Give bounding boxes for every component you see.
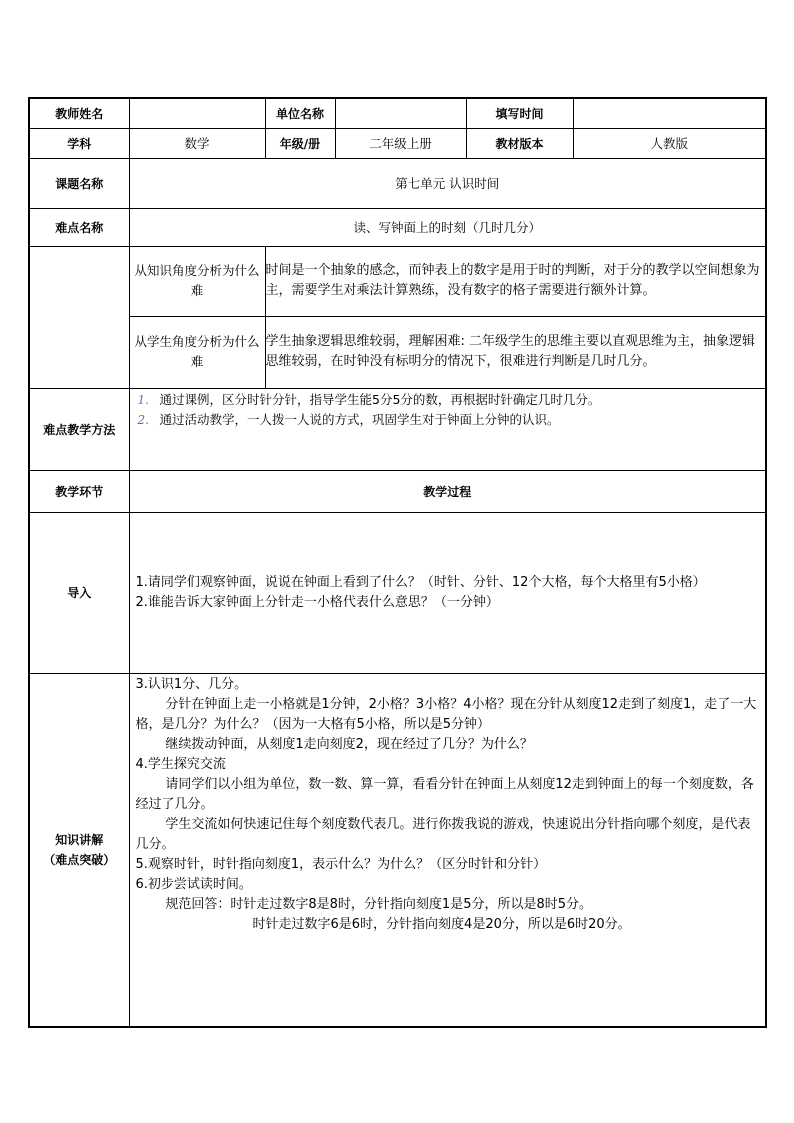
process-section-value: 教学过程 — [129, 470, 766, 512]
unit-value — [335, 98, 466, 128]
knowledge-content — [129, 673, 766, 1027]
method-label: 难点教学方法 — [29, 388, 129, 470]
teacher-label: 教师姓名 — [29, 98, 129, 128]
intro-step: 1.请同学们观察钟面，说说在钟面上看到了什么？（时针、分针、12个大格，每个大格里有5小格） — [135, 574, 706, 590]
row-method — [29, 388, 766, 470]
grade-value: 二年级上册 — [335, 128, 466, 158]
method-item-number: 2. — [137, 412, 149, 427]
intro-content — [129, 512, 766, 673]
date-value — [573, 98, 766, 128]
analysis-blank-cell — [29, 246, 129, 388]
knowledge-analysis-text: 时间是一个抽象的感念，而钟表上的数字是用于时的判断，对于分的教学以空间想象为主，需要学生对乘法计算熟练，没有数字的格子需要进行额外计算。 — [265, 246, 766, 316]
method-item — [130, 390, 766, 410]
knowledge-label-line: 知识讲解 — [55, 832, 104, 847]
method-item-text: 通过课例，区分时针分针，指导学生能5分5分的数，再根据时针确定几时几分。 — [159, 391, 601, 407]
method-item-number: 1. — [137, 392, 149, 407]
row-subject — [29, 128, 766, 158]
teacher-value — [129, 98, 265, 128]
method-item — [130, 410, 766, 430]
unit-label: 单位名称 — [265, 98, 335, 128]
row-teacher — [29, 98, 766, 128]
knowledge-label — [29, 673, 129, 1027]
lesson-value: 第七单元 认识时间 — [129, 158, 766, 208]
row-knowledge — [29, 673, 766, 1027]
difficulty-value: 读、写钟面上的时刻（几时几分） — [129, 208, 766, 246]
intro-step: 2.谁能告诉大家钟面上分针走一小格代表什么意思？（一分钟） — [135, 594, 499, 610]
student-analysis-label: 从学生角度分析为什么难 — [129, 316, 265, 388]
textbook-value: 人教版 — [573, 128, 766, 158]
row-lesson — [29, 158, 766, 208]
row-knowledge-analysis — [29, 246, 766, 316]
row-student-analysis — [29, 316, 766, 388]
knowledge-example: 规范回答：时针走过数字8是8时，分针指向刻度1是5分，所以是8时5分。 — [165, 896, 593, 912]
method-list — [129, 388, 766, 470]
knowledge-paragraph: 学生交流如何快速记住每个刻度数代表几。进行你拨我说的游戏，快速说出分针指向哪个刻度，是代表几分。 — [135, 816, 751, 852]
knowledge-step: 5.观察时针，时针指向刻度1，表示什么？为什么？（区分时针和分针） — [135, 856, 547, 872]
subject-label: 学科 — [29, 128, 129, 158]
knowledge-analysis-label: 从知识角度分析为什么难 — [129, 246, 265, 316]
difficulty-label: 难点名称 — [29, 208, 129, 246]
knowledge-step: 6.初步尝试读时间。 — [135, 876, 252, 892]
row-process-header — [29, 470, 766, 512]
grade-label: 年级/册 — [265, 128, 335, 158]
subject-value: 数学 — [129, 128, 265, 158]
knowledge-label-subline: （难点突破） — [43, 852, 116, 867]
knowledge-paragraph: 分针在钟面上走一小格就是1分钟，2小格？3小格？4小格？现在分针从刻度12走到了刻度1，走了一大格，是几分？为什么？（因为一大格有5小格，所以是5分钟） — [135, 696, 757, 732]
date-label: 填写时间 — [466, 98, 573, 128]
intro-label: 导入 — [29, 512, 129, 673]
knowledge-paragraph: 继续拨动钟面，从刻度1走向刻度2，现在经过了几分？为什么？ — [165, 736, 533, 752]
row-difficulty — [29, 208, 766, 246]
process-section-label: 教学环节 — [29, 470, 129, 512]
textbook-label: 教材版本 — [466, 128, 573, 158]
row-intro — [29, 512, 766, 673]
knowledge-example: 时针走过数字6是6时，分针指向刻度4是20分，所以是6时20分。 — [252, 916, 631, 932]
knowledge-step: 3.认识1分、几分。 — [135, 676, 248, 692]
knowledge-paragraph: 请同学们以小组为单位，数一数、算一算，看看分针在钟面上从刻度12走到钟面上的每一个刻度数，各经过了几分。 — [135, 776, 754, 812]
student-analysis-text: 学生抽象逻辑思维较弱，理解困难: 二年级学生的思维主要以直观思维为主，抽象逻辑思维较弱，在时钟没有标明分的情况下，很难进行判断是几时几分。 — [265, 316, 766, 388]
method-item-text: 通过活动教学，一人拨一人说的方式，巩固学生对于钟面上分钟的认识。 — [159, 411, 560, 427]
knowledge-step: 4.学生探究交流 — [135, 756, 226, 772]
lesson-label: 课题名称 — [29, 158, 129, 208]
lesson-plan-table — [28, 97, 767, 1028]
